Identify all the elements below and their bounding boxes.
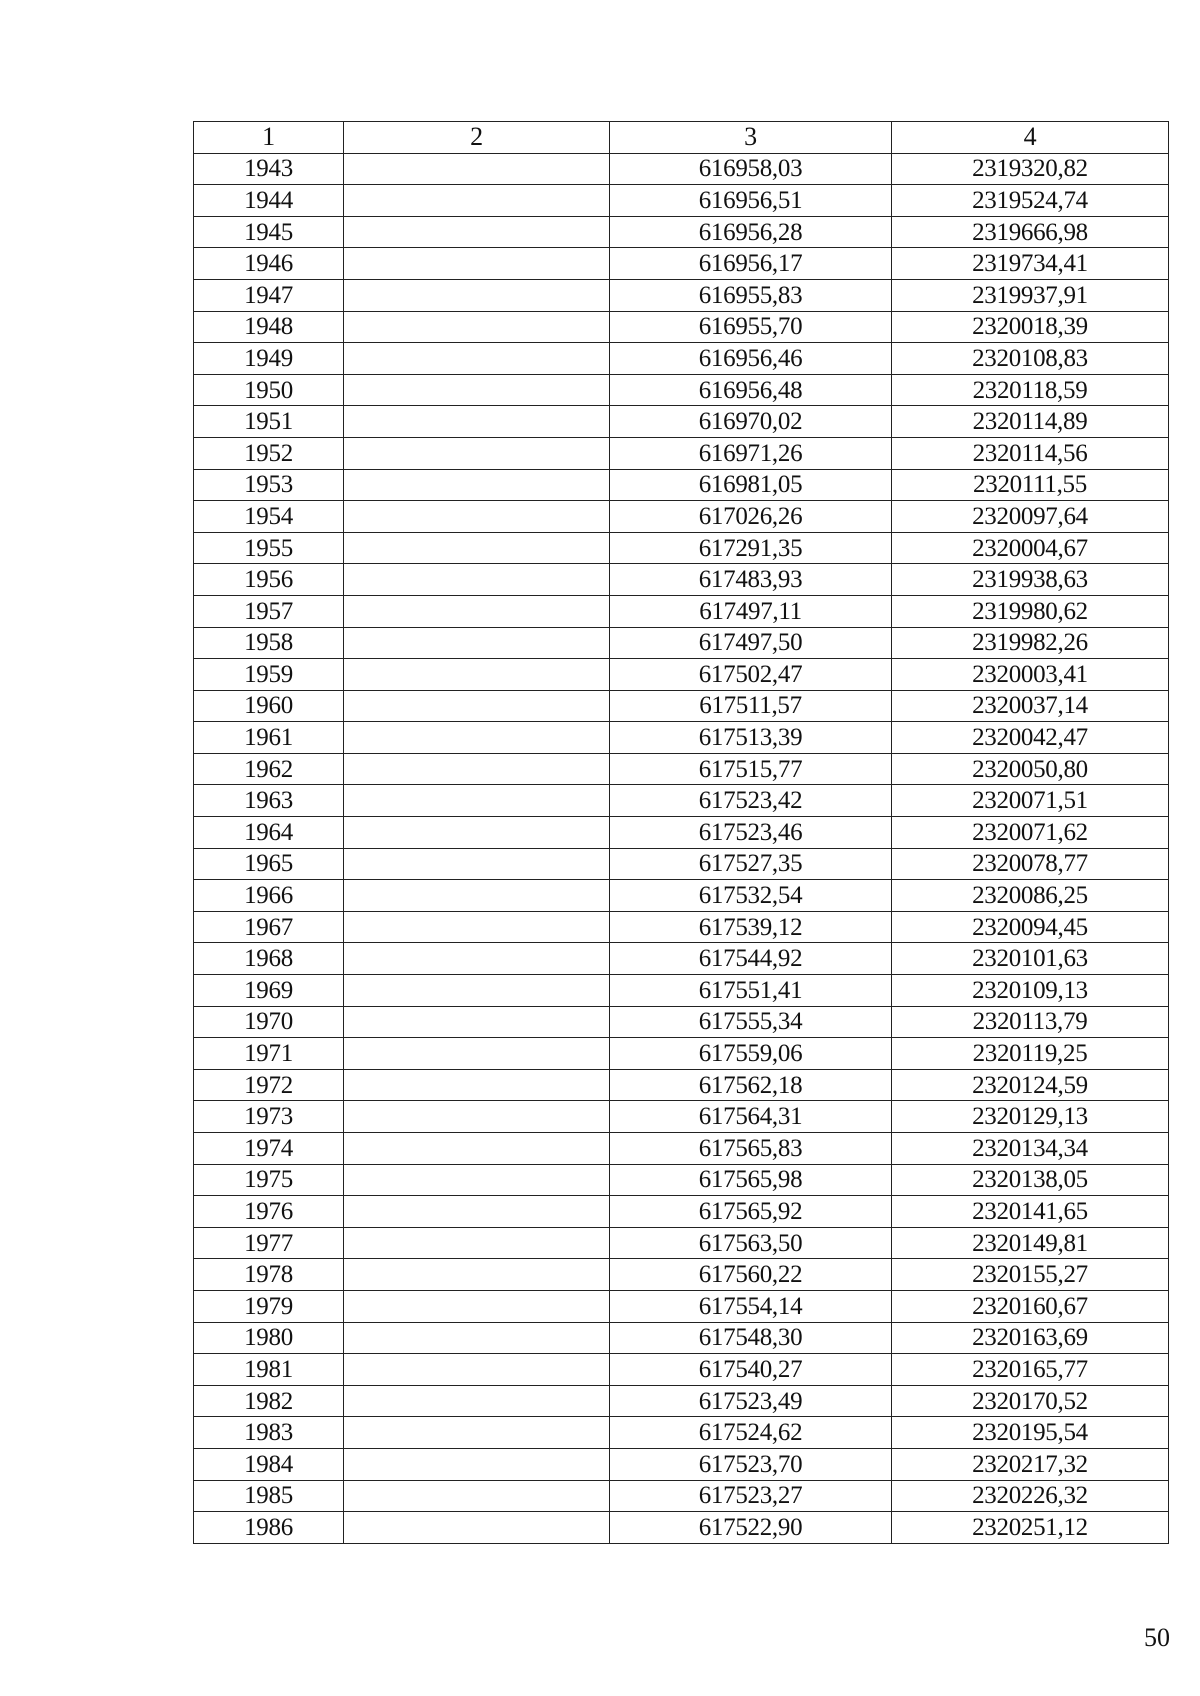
empty-cell [344, 1290, 610, 1322]
coordinate-x-cell: 617564,31 [610, 1101, 892, 1133]
coordinate-y-cell: 2320113,79 [892, 1006, 1169, 1038]
empty-cell [344, 880, 610, 912]
coordinate-y-cell: 2320160,67 [892, 1290, 1169, 1322]
coordinate-y-cell: 2320042,47 [892, 722, 1169, 754]
coordinate-x-cell: 617551,41 [610, 975, 892, 1007]
point-number-cell: 1959 [194, 659, 344, 691]
coordinate-y-cell: 2319524,74 [892, 185, 1169, 217]
table-row [194, 248, 1169, 280]
empty-cell [344, 185, 610, 217]
point-number-cell: 1985 [194, 1480, 344, 1512]
coordinate-x-cell: 617524,62 [610, 1417, 892, 1449]
point-number-cell: 1962 [194, 753, 344, 785]
empty-cell [344, 911, 610, 943]
table-row [194, 785, 1169, 817]
header-col-2: 2 [344, 122, 610, 154]
coordinate-x-cell: 617540,27 [610, 1354, 892, 1386]
table-row [194, 911, 1169, 943]
coordinate-y-cell: 2320109,13 [892, 975, 1169, 1007]
coordinate-y-cell: 2319982,26 [892, 627, 1169, 659]
coordinate-x-cell: 617559,06 [610, 1038, 892, 1070]
empty-cell [344, 785, 610, 817]
coordinate-y-cell: 2320071,62 [892, 817, 1169, 849]
point-number-cell: 1950 [194, 374, 344, 406]
coordinate-x-cell: 616956,48 [610, 374, 892, 406]
empty-cell [344, 659, 610, 691]
empty-cell [344, 311, 610, 343]
coordinate-y-cell: 2320004,67 [892, 532, 1169, 564]
point-number-cell: 1945 [194, 216, 344, 248]
point-number-cell: 1983 [194, 1417, 344, 1449]
table-row [194, 1069, 1169, 1101]
coordinate-y-cell: 2319734,41 [892, 248, 1169, 280]
empty-cell [344, 216, 610, 248]
table-row [194, 501, 1169, 533]
coordinate-x-cell: 617515,77 [610, 753, 892, 785]
coordinate-x-cell: 617523,27 [610, 1480, 892, 1512]
point-number-cell: 1976 [194, 1196, 344, 1228]
coordinate-y-cell: 2319937,91 [892, 279, 1169, 311]
empty-cell [344, 153, 610, 185]
table-row [194, 1038, 1169, 1070]
point-number-cell: 1953 [194, 469, 344, 501]
empty-cell [344, 532, 610, 564]
coordinate-x-cell: 617291,35 [610, 532, 892, 564]
coordinate-y-cell: 2320118,59 [892, 374, 1169, 406]
empty-cell [344, 1164, 610, 1196]
point-number-cell: 1954 [194, 501, 344, 533]
point-number-cell: 1948 [194, 311, 344, 343]
coordinate-x-cell: 617563,50 [610, 1227, 892, 1259]
coordinate-x-cell: 617523,42 [610, 785, 892, 817]
empty-cell [344, 753, 610, 785]
coordinates-table [193, 121, 1169, 1544]
coordinate-x-cell: 616955,70 [610, 311, 892, 343]
point-number-cell: 1974 [194, 1133, 344, 1165]
table-row [194, 1480, 1169, 1512]
coordinate-x-cell: 616956,51 [610, 185, 892, 217]
table-row [194, 1322, 1169, 1354]
empty-cell [344, 248, 610, 280]
table-row [194, 943, 1169, 975]
coordinate-y-cell: 2320101,63 [892, 943, 1169, 975]
table-row [194, 1196, 1169, 1228]
point-number-cell: 1957 [194, 595, 344, 627]
table-row [194, 216, 1169, 248]
empty-cell [344, 848, 610, 880]
coordinate-y-cell: 2320217,32 [892, 1448, 1169, 1480]
table-row [194, 311, 1169, 343]
header-col-4: 4 [892, 122, 1169, 154]
coordinate-y-cell: 2319980,62 [892, 595, 1169, 627]
empty-cell [344, 1101, 610, 1133]
point-number-cell: 1973 [194, 1101, 344, 1133]
coordinate-x-cell: 617555,34 [610, 1006, 892, 1038]
empty-cell [344, 1354, 610, 1386]
coordinate-y-cell: 2320129,13 [892, 1101, 1169, 1133]
table-row [194, 564, 1169, 596]
point-number-cell: 1943 [194, 153, 344, 185]
point-number-cell: 1972 [194, 1069, 344, 1101]
coordinate-y-cell: 2320111,55 [892, 469, 1169, 501]
coordinate-x-cell: 616981,05 [610, 469, 892, 501]
table-row [194, 532, 1169, 564]
coordinate-y-cell: 2320195,54 [892, 1417, 1169, 1449]
point-number-cell: 1977 [194, 1227, 344, 1259]
coordinate-y-cell: 2320165,77 [892, 1354, 1169, 1386]
table-row [194, 1259, 1169, 1291]
coordinate-x-cell: 616971,26 [610, 437, 892, 469]
coordinate-x-cell: 617562,18 [610, 1069, 892, 1101]
point-number-cell: 1970 [194, 1006, 344, 1038]
table-row [194, 975, 1169, 1007]
coordinate-y-cell: 2319666,98 [892, 216, 1169, 248]
point-number-cell: 1967 [194, 911, 344, 943]
table-row [194, 1164, 1169, 1196]
table-row [194, 690, 1169, 722]
coordinate-x-cell: 617523,70 [610, 1448, 892, 1480]
empty-cell [344, 1480, 610, 1512]
table-row [194, 659, 1169, 691]
table-row [194, 406, 1169, 438]
point-number-cell: 1947 [194, 279, 344, 311]
coordinate-x-cell: 617026,26 [610, 501, 892, 533]
empty-cell [344, 564, 610, 596]
empty-cell [344, 406, 610, 438]
coordinate-x-cell: 616970,02 [610, 406, 892, 438]
table-row [194, 343, 1169, 375]
coordinate-y-cell: 2320078,77 [892, 848, 1169, 880]
point-number-cell: 1966 [194, 880, 344, 912]
point-number-cell: 1949 [194, 343, 344, 375]
coordinate-x-cell: 616955,83 [610, 279, 892, 311]
table-header-row [194, 122, 1169, 154]
point-number-cell: 1963 [194, 785, 344, 817]
table-row [194, 722, 1169, 754]
table-row [194, 595, 1169, 627]
coordinate-y-cell: 2320119,25 [892, 1038, 1169, 1070]
coordinate-y-cell: 2320134,34 [892, 1133, 1169, 1165]
header-col-3: 3 [610, 122, 892, 154]
empty-cell [344, 343, 610, 375]
empty-cell [344, 469, 610, 501]
coordinate-x-cell: 617532,54 [610, 880, 892, 912]
coordinate-y-cell: 2320097,64 [892, 501, 1169, 533]
empty-cell [344, 1196, 610, 1228]
coordinate-y-cell: 2320226,32 [892, 1480, 1169, 1512]
table-row [194, 469, 1169, 501]
empty-cell [344, 627, 610, 659]
empty-cell [344, 1322, 610, 1354]
header-col-1: 1 [194, 122, 344, 154]
table-row [194, 1417, 1169, 1449]
coordinate-x-cell: 617497,50 [610, 627, 892, 659]
coordinate-y-cell: 2320018,39 [892, 311, 1169, 343]
table-row [194, 374, 1169, 406]
point-number-cell: 1971 [194, 1038, 344, 1070]
coordinate-x-cell: 617522,90 [610, 1512, 892, 1544]
coordinate-x-cell: 616956,17 [610, 248, 892, 280]
point-number-cell: 1964 [194, 817, 344, 849]
table-row [194, 1354, 1169, 1386]
coordinate-y-cell: 2320071,51 [892, 785, 1169, 817]
point-number-cell: 1955 [194, 532, 344, 564]
point-number-cell: 1980 [194, 1322, 344, 1354]
table-body [194, 153, 1169, 1543]
coordinate-x-cell: 617544,92 [610, 943, 892, 975]
coordinate-y-cell: 2319938,63 [892, 564, 1169, 596]
coordinate-y-cell: 2320141,65 [892, 1196, 1169, 1228]
coordinate-x-cell: 617511,57 [610, 690, 892, 722]
point-number-cell: 1984 [194, 1448, 344, 1480]
point-number-cell: 1956 [194, 564, 344, 596]
empty-cell [344, 943, 610, 975]
empty-cell [344, 1227, 610, 1259]
point-number-cell: 1978 [194, 1259, 344, 1291]
point-number-cell: 1965 [194, 848, 344, 880]
coordinate-x-cell: 617554,14 [610, 1290, 892, 1322]
coordinate-y-cell: 2320138,05 [892, 1164, 1169, 1196]
table-row [194, 817, 1169, 849]
coordinate-x-cell: 617539,12 [610, 911, 892, 943]
empty-cell [344, 1417, 610, 1449]
coordinate-y-cell: 2320086,25 [892, 880, 1169, 912]
coordinate-x-cell: 617523,49 [610, 1385, 892, 1417]
coordinate-y-cell: 2320163,69 [892, 1322, 1169, 1354]
coordinate-x-cell: 616958,03 [610, 153, 892, 185]
empty-cell [344, 1069, 610, 1101]
coordinate-y-cell: 2320170,52 [892, 1385, 1169, 1417]
table-row [194, 848, 1169, 880]
empty-cell [344, 1259, 610, 1291]
coordinate-x-cell: 617565,92 [610, 1196, 892, 1228]
point-number-cell: 1969 [194, 975, 344, 1007]
point-number-cell: 1986 [194, 1512, 344, 1544]
empty-cell [344, 1133, 610, 1165]
page-number: 50 [1144, 1623, 1170, 1652]
table-row [194, 880, 1169, 912]
table-row [194, 185, 1169, 217]
table-row [194, 1290, 1169, 1322]
empty-cell [344, 437, 610, 469]
empty-cell [344, 595, 610, 627]
empty-cell [344, 374, 610, 406]
coordinate-x-cell: 617513,39 [610, 722, 892, 754]
empty-cell [344, 279, 610, 311]
coordinate-y-cell: 2320124,59 [892, 1069, 1169, 1101]
coordinate-x-cell: 617497,11 [610, 595, 892, 627]
coordinate-y-cell: 2320251,12 [892, 1512, 1169, 1544]
empty-cell [344, 817, 610, 849]
table-row [194, 1512, 1169, 1544]
table-row [194, 627, 1169, 659]
table-row [194, 1227, 1169, 1259]
point-number-cell: 1952 [194, 437, 344, 469]
coordinate-y-cell: 2320003,41 [892, 659, 1169, 691]
point-number-cell: 1961 [194, 722, 344, 754]
coordinate-y-cell: 2319320,82 [892, 153, 1169, 185]
coordinate-x-cell: 617502,47 [610, 659, 892, 691]
empty-cell [344, 501, 610, 533]
empty-cell [344, 1385, 610, 1417]
table-row [194, 1448, 1169, 1480]
table-row [194, 1133, 1169, 1165]
coordinate-x-cell: 617565,83 [610, 1133, 892, 1165]
coordinate-y-cell: 2320149,81 [892, 1227, 1169, 1259]
coordinate-x-cell: 617565,98 [610, 1164, 892, 1196]
point-number-cell: 1951 [194, 406, 344, 438]
coordinate-y-cell: 2320094,45 [892, 911, 1169, 943]
coordinate-x-cell: 617548,30 [610, 1322, 892, 1354]
table-row [194, 153, 1169, 185]
coordinate-y-cell: 2320114,89 [892, 406, 1169, 438]
coordinate-y-cell: 2320114,56 [892, 437, 1169, 469]
empty-cell [344, 1038, 610, 1070]
point-number-cell: 1944 [194, 185, 344, 217]
coordinate-y-cell: 2320050,80 [892, 753, 1169, 785]
empty-cell [344, 722, 610, 754]
coordinate-y-cell: 2320155,27 [892, 1259, 1169, 1291]
table-row [194, 1101, 1169, 1133]
point-number-cell: 1960 [194, 690, 344, 722]
coordinate-x-cell: 617483,93 [610, 564, 892, 596]
coordinate-x-cell: 617523,46 [610, 817, 892, 849]
empty-cell [344, 690, 610, 722]
point-number-cell: 1975 [194, 1164, 344, 1196]
point-number-cell: 1979 [194, 1290, 344, 1322]
empty-cell [344, 975, 610, 1007]
table-row [194, 279, 1169, 311]
coordinate-y-cell: 2320108,83 [892, 343, 1169, 375]
table-row [194, 753, 1169, 785]
coordinate-x-cell: 616956,28 [610, 216, 892, 248]
coordinate-x-cell: 616956,46 [610, 343, 892, 375]
table-row [194, 1385, 1169, 1417]
point-number-cell: 1982 [194, 1385, 344, 1417]
coordinate-x-cell: 617527,35 [610, 848, 892, 880]
point-number-cell: 1946 [194, 248, 344, 280]
point-number-cell: 1981 [194, 1354, 344, 1386]
point-number-cell: 1958 [194, 627, 344, 659]
empty-cell [344, 1448, 610, 1480]
table-row [194, 1006, 1169, 1038]
coordinate-y-cell: 2320037,14 [892, 690, 1169, 722]
empty-cell [344, 1006, 610, 1038]
point-number-cell: 1968 [194, 943, 344, 975]
table-row [194, 437, 1169, 469]
coordinate-x-cell: 617560,22 [610, 1259, 892, 1291]
empty-cell [344, 1512, 610, 1544]
